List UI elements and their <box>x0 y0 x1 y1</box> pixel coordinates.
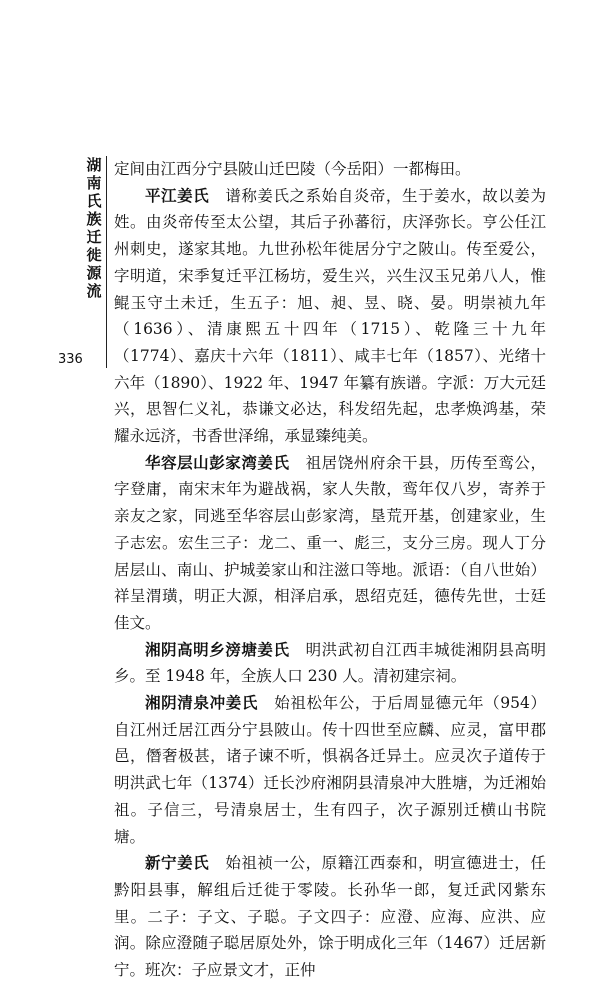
paragraph-text: 祖居饶州府余干县，历传至鸾公，字登庸，南宋末年为避战祸，家人失散，鸾年仅八岁，寄养于亲友之家，同逃至华容层山彭家湾，垦荒开基，创建家业，生子志宏。宏生三子：龙二、重一、彪三，支分三房。现人丁分居层山、南山、护城姜家山和注滋口等地。派语：（自八世始）祥呈渭璜，明正大源，相泽启承，恩绍克廷，德传先世，士廷佳文。 <box>114 453 546 632</box>
running-title-char: 流 <box>86 282 102 300</box>
margin-rule <box>106 156 107 368</box>
page-number: 336 <box>58 352 83 367</box>
paragraph-text: 始祖松年公，于后周显德元年（954）自江州迁居江西分宁县陂山。传十四世至应麟、应灵，富甲郡邑，僭奢极甚，诸子谏不听，惧祸各迁异土。应灵次子道传于明洪武七年（1374）迁长沙府湘阴县清泉冲大胜塘，为迁湘始祖。子信三，号清泉居士，生有四子，次子源别迁横山书院塘。 <box>114 694 546 846</box>
running-title-char: 迁 <box>86 228 102 246</box>
paragraph <box>114 183 546 450</box>
section-heading: 新宁姜氏 <box>145 854 210 873</box>
section-heading: 湘阴高明乡滂塘姜氏 <box>145 640 290 659</box>
running-title-char: 族 <box>86 210 102 228</box>
section-heading: 华容层山彭家湾姜氏 <box>145 453 290 472</box>
running-title-char: 源 <box>86 264 102 282</box>
running-title-char: 湖 <box>86 156 102 174</box>
section-heading: 平江姜氏 <box>145 186 210 205</box>
paragraph-text: 明洪武初自江西丰城徙湘阴县高明乡。至 1948 年，全族人口 230 人。清初建宗祠。 <box>114 640 546 686</box>
paragraph <box>114 690 546 850</box>
running-title-char: 南 <box>86 174 102 192</box>
paragraph <box>114 637 546 690</box>
paragraph <box>114 450 546 637</box>
paragraph <box>114 156 546 183</box>
paragraph-text: 谱称姜氏之系始自炎帝，生于姜水，故以姜为姓。由炎帝传至太公望，其后子孙蕃衍，庆泽弥长。亨公任江州刺史，遂家其地。九世孙松年徙居分宁之陂山。传至爱公，字明道，宋季复迁平江杨坊，爱生兴，兴生汉玉兄弟八人，惟鲲玉守土未迁，生五子：旭、昶、昱、晓、晏。明崇祯九年（1636）、清康熙五十四年（1715）、乾隆三十九年（1774）、嘉庆十六年（1811）、咸丰七年（1857）、光绪十六年（1890）、1922 年、1947 年纂有族谱。字派：万大元廷兴，思智仁义礼，恭谦文必达，科发绍先起，忠孝焕鸿基，荣耀永远济，书香世泽绵，承显臻纯美。 <box>114 186 546 446</box>
paragraph-text: 定间由江西分宁县陂山迁巴陵（今岳阳）一都梅田。 <box>114 160 471 178</box>
paragraph-text: 始祖祯一公，原籍江西泰和，明宣德进士，任黔阳县事，解组后迁徙于零陵。长孙华一郎，复迁武冈紫东里。二子：子文、子聪。子文四子：应澄、应海、应洪、应润。除应澄随子聪居原处外，馀于明成化三年（1467）迁居新宁。班次：子应景文才，正仲 <box>114 854 546 980</box>
section-heading: 湘阴清泉冲姜氏 <box>145 694 259 713</box>
running-title <box>84 156 104 300</box>
body-text <box>114 156 546 984</box>
running-title-char: 氏 <box>86 192 102 210</box>
paragraph <box>114 850 546 984</box>
running-title-char: 徙 <box>86 246 102 264</box>
